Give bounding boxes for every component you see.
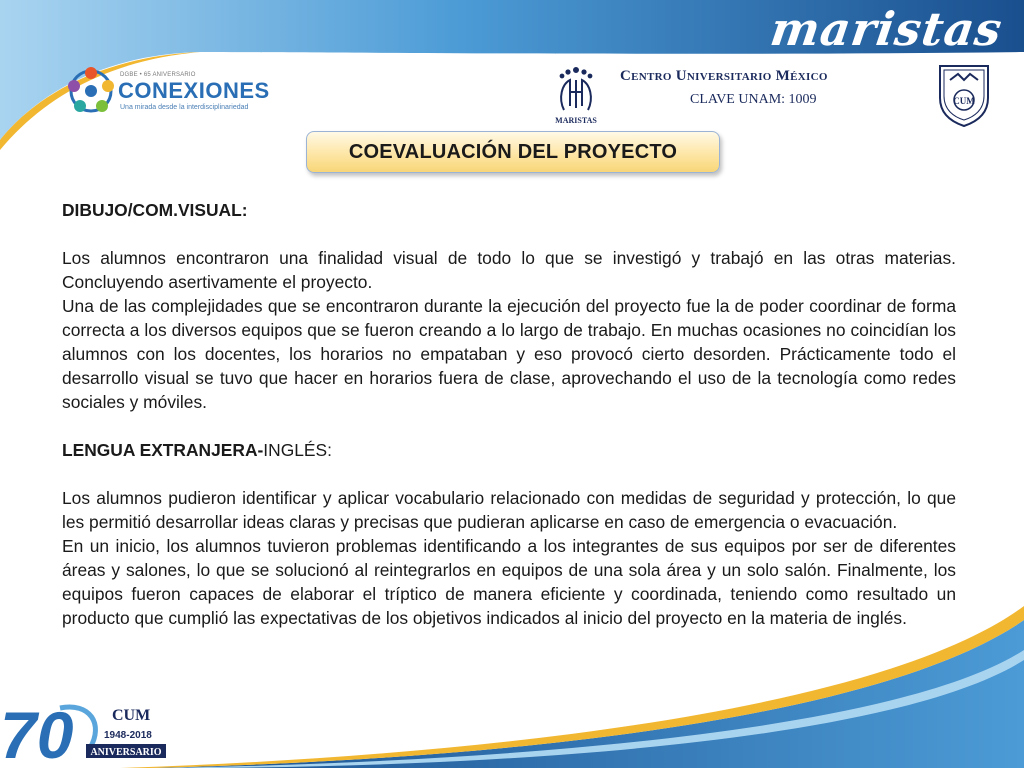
paragraph: Los alumnos pudieron identificar y aplicar vocabulario relacionado con medidas de seguridad y protección, lo que les permitió desarrollar ideas claras y precisas que pudieran aplicarse en caso de emergencia o evacuación.: [62, 488, 956, 532]
maristas-crest: [548, 62, 604, 126]
conexiones-wordmark: CONEXIONES: [118, 78, 270, 103]
paragraph: En un inicio, los alumnos tuvieron problemas identificando a los integrantes de sus equipos por ser de diferentes áreas y salones, lo que se solucionó al reintegrarlos en equipos de una sola área y un solo salón. Finalmente, los equipos fueron capaces de elaborar el tríptico de manera eficiente y coordinada, teniendo como resultado un producto que cumplió las expectativas de los objetivos indicados al inicio del proyecto en la materia de inglés.: [62, 536, 956, 628]
crest-icon: [548, 62, 604, 116]
slide-title-box: [306, 131, 720, 173]
institution-name: Centro Universitario México: [620, 68, 828, 84]
section-heading-text: DIBUJO/COM.VISUAL:: [62, 200, 248, 220]
slide-title: COEVALUACIÓN DEL PROYECTO: [348, 140, 678, 163]
anniversary-years: 1948-2018: [104, 730, 152, 741]
anniversary-label: ANIVERSARIO: [90, 747, 162, 758]
conexiones-anniversary-text: DGBE • 65 ANIVERSARIO: [120, 72, 196, 78]
paragraph: Los alumnos encontraron una finalidad visual de todo lo que se investigó y trabajó en las otras materias. Concluyendo asertivamente el proyecto.: [62, 248, 956, 292]
section-heading-suffix: INGLÉS:: [263, 440, 332, 460]
paragraph: Una de las complejidades que se encontraron durante la ejecución del proyecto fue la de poder coordinar de forma correcta a los diversos equipos que se fueron creando a lo largo de trabajo. En muchas ocasiones no coincidían los alumnos con los docentes, los horarios no empataban y eso provocó cierto desorden. Prácticamente todo el desarrollo visual se tuvo que hacer en horarios fuera de clase, aprovechando el uso de la tecnología como redes sociales y móviles.: [62, 296, 956, 412]
institution-clave: CLAVE UNAM: 1009: [690, 92, 817, 107]
anniversary-logo: [0, 694, 170, 768]
conexiones-mark-icon: [66, 66, 116, 116]
crest-label: MARISTAS: [555, 116, 597, 125]
conexiones-logo: [66, 64, 270, 124]
slide-content: [62, 198, 956, 630]
section-heading-dibujo: [62, 198, 956, 222]
unam-seal-icon: [934, 62, 994, 128]
svg-text:CUM: CUM: [953, 96, 975, 106]
maristas-script-logo: maristas: [767, 2, 1006, 56]
bottom-blue-band: [150, 620, 1024, 768]
section-heading-text: LENGUA EXTRANJERA-: [62, 440, 264, 460]
anniversary-cum: CUM: [112, 707, 151, 724]
conexiones-tagline: Una mirada desde la interdisciplinariedad: [120, 104, 249, 111]
anniversary-number: 70: [0, 698, 74, 768]
section-heading-ingles: [62, 438, 956, 462]
